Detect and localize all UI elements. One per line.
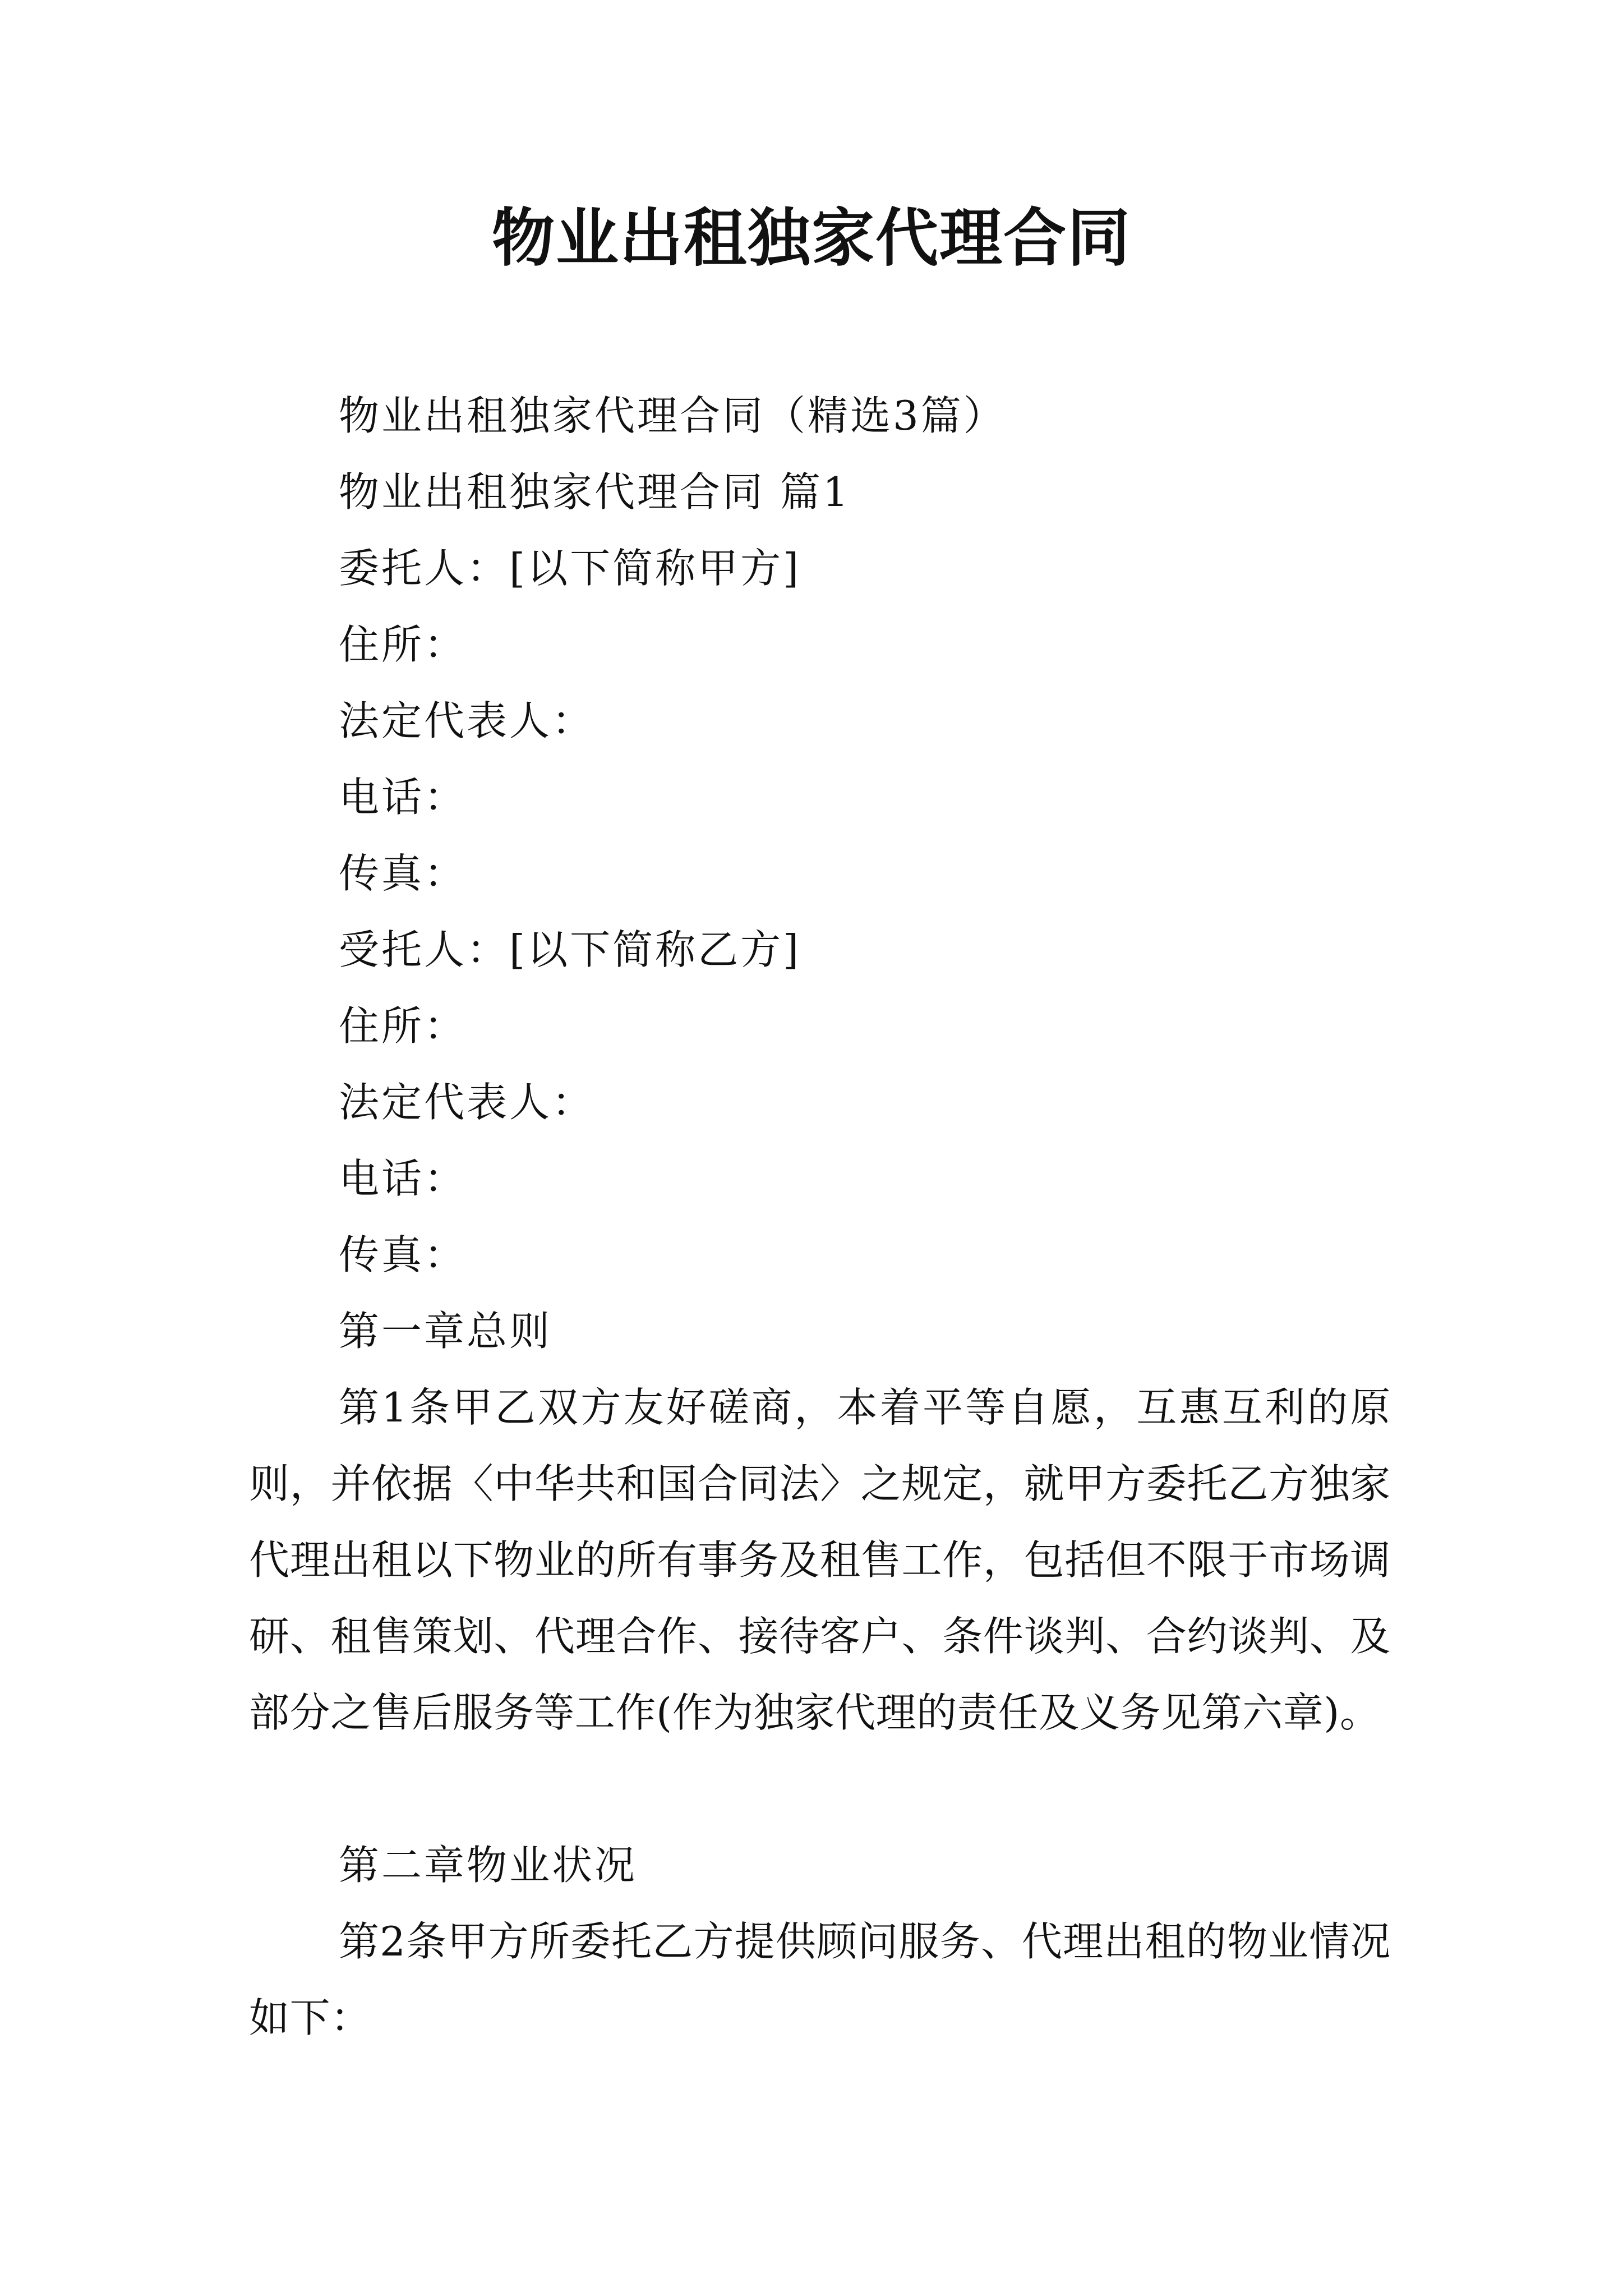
section-heading: 物业出租独家代理合同 篇1 (339, 468, 851, 516)
document-title: 物业出租独家代理合同 (492, 201, 1131, 275)
article-2-paragraph: 第2条甲方所委托乙方提供顾问服务、代理出租的物业情况如下： (249, 1918, 1391, 2041)
party-a-phone: 电话： (339, 774, 467, 821)
party-a-label: 委托人：[以下简称甲方] (339, 545, 801, 592)
party-b-label: 受托人：[以下简称乙方] (339, 926, 801, 973)
party-a-legal-rep: 法定代表人： (339, 697, 595, 744)
document-subtitle: 物业出租独家代理合同（精选3篇） (339, 392, 1006, 439)
chapter-2-title: 第二章物业状况 (339, 1842, 638, 1889)
party-b-legal-rep: 法定代表人： (339, 1079, 595, 1126)
article-1-paragraph: 第1条甲乙双方友好磋商，本着平等自愿，互惠互利的原则，并依据〈中华共和国合同法〉之规定，就甲方委托乙方独家代理出租以下物业的所有事务及租售工作，包括但不限于市场调研、租售策划、代理合作、接待客户、条件谈判、合约谈判、及部分之售后服务等工作(作为独家代理的责任及义务见第六章)。 (249, 1384, 1391, 1736)
chapter-1-title: 第一章总则 (339, 1308, 552, 1355)
party-b-fax: 传真： (339, 1231, 467, 1278)
party-a-fax: 传真： (339, 850, 467, 897)
party-b-address: 住所： (339, 1002, 467, 1050)
party-b-phone: 电话： (339, 1155, 467, 1202)
party-a-address: 住所： (339, 621, 467, 668)
